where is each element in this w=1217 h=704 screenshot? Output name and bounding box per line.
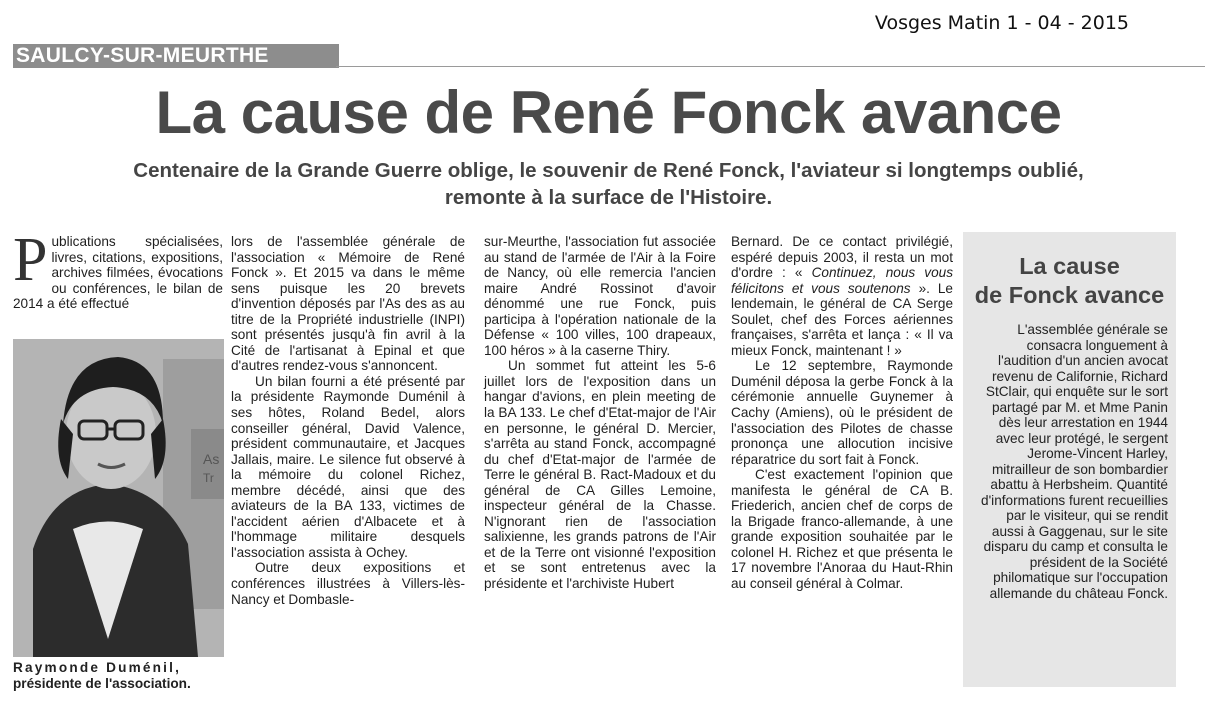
- col3-paragraph-2: Un sommet fut atteint les 5-6 juillet lors de l'exposition dans un hangar d'avions, en plein meeting de la BA 133. Le chef d'Etat-major de l'Air en personne, le général D. Mercier, s'arrêta au stand Fonck, accompagné du chef d'Etat-major de l'armée de Terre le général B. Ract-Madoux et du général de CA Gilles Lemoine, inspecteur général de la Chasse. N'ignorant rien de l'association salixienne, les grands patrons de l'Air et de la Terre ont visionné l'exposition et se sont entretenus avec la présidente et l'archiviste Hubert: [484, 358, 716, 592]
- column-1: [13, 226, 223, 312]
- col2-paragraph-1: lors de l'assemblée générale de l'association « Mémoire de René Fonck ». Et 2015 va dans le même sens puisque les 20 brevets d'invention déposés par l'As des as au titre de la Propriété industrielle (INPI) sont présentés jusqu'à fin avril à la Cité de l'artisanat à Epinal et que d'autres rendez-vous s'annoncent.: [231, 234, 465, 374]
- col1-paragraph-1: [13, 226, 223, 312]
- kicker-rule: [336, 66, 1205, 67]
- caption-role: présidente de l'association.: [13, 675, 191, 691]
- col4-p1-text-a: Bernard. De ce contact privilégié, espéré depuis 2003, il resta un mot d'ordre : «: [731, 234, 953, 281]
- headline: La cause de René Fonck avance: [155, 79, 1062, 146]
- col4-p1-text-b: ». Le lendemain, le général de CA Serge Soulet, chef des Forces aériennes françaises, s'arrêta et lança : « Il va mieux Fonck, maintenant ! »: [731, 280, 953, 358]
- col2-paragraph-2: Un bilan fourni a été présenté par la présidente Raymonde Duménil à ses hôtes, Roland Bedel, alors conseiller général, David Valence, président communautaire, et Jacques Jallais, maire. Le silence fut observé à la mémoire du colonel Richez, membre décédé, ainsi que des aviateurs de la BA 133, victimes de l'accident aérien d'Albacete et à l'hommage militaire desquels l'association assista à Ochey.: [231, 373, 465, 560]
- col4-paragraph-2: Le 12 septembre, Raymonde Duménil déposa la gerbe Fonck à la cérémonie annuelle Guynemer à Cachy (Amiens), où le président de l'association des Pilotes de chasse prononça une allocution incisive réparatrice du sort fait à Fonck.: [731, 358, 953, 467]
- col4-paragraph-3: C'est exactement l'opinion que manifesta le général de CA B. Friederich, ancien chef de corps de la Brigade franco-allemande, à une grande exposition souhaitée par le colonel H. Richez et que présenta le 17 novembre l'Anoraa du Haut-Rhin au conseil général à Colmar.: [731, 467, 953, 592]
- sidebar-title-line-1: La cause: [1019, 253, 1120, 279]
- sidebar-box: [963, 232, 1176, 687]
- col4-paragraph-1: [731, 234, 953, 358]
- sidebar-title: [963, 252, 1176, 310]
- portrait-illustration: [13, 339, 224, 657]
- background-sign-text-1: As: [203, 451, 220, 467]
- col2-paragraph-3: Outre deux expositions et conférences illustrées à Villers-lès-Nancy et Dombasle-: [231, 560, 465, 607]
- portrait-photo: [13, 339, 224, 657]
- caption-name: Raymonde Duménil,: [13, 660, 182, 675]
- col3-paragraph-1: sur-Meurthe, l'association fut associée au stand de l'armée de l'Air à la Foire de Nancy, où elle remercia l'ancien maire André Rossinot d'avoir dénommé une rue Fonck, puis participa à l'opération nationale de la Défense « 100 villes, 100 drapeaux, 100 héros » à la caserne Thiry.: [484, 234, 716, 358]
- sidebar-text: L'assemblée générale se consacra longuement à l'audition d'un ancien avocat revenu de Californie, Richard StClair, qui enquête sur le sort partagé par M. et Mme Panin dès leur arrestation en 1944 avec leur protégé, le sergent Jerome-Vincent Harley, mitrailleur de son bombardier abattu à Herbsheim. Quantité d'informations furent recueillies par le visiteur, qui se rendit aussi à Gaggenau, sur le site disparu du camp et consulta le président de la Société philomatique sur l'occupation allemande du château Fonck.: [981, 322, 1168, 601]
- subhead-line-1: Centenaire de la Grande Guerre oblige, le souvenir de René Fonck, l'aviateur si longtemps oublié,: [133, 159, 1084, 182]
- column-4: [731, 234, 953, 592]
- subhead: [60, 157, 1157, 211]
- source-date: Vosges Matin 1 - 04 - 2015: [874, 12, 1129, 34]
- kicker-location: SAULCY-SUR-MEURTHE: [13, 44, 339, 68]
- background-sign-text-2: Tr: [203, 471, 214, 485]
- col1-paragraph-1-text: ublications spécialisées, livres, citations, expositions, archives filmées, évocations ou conférences, le bilan de 2014 a été effectué: [13, 234, 223, 312]
- column-3: [484, 234, 716, 592]
- photo-caption: [13, 660, 233, 691]
- drop-cap: P: [13, 226, 48, 294]
- sidebar-title-line-2: de Fonck avance: [974, 282, 1165, 308]
- subhead-line-2: remonte à la surface de l'Histoire.: [444, 186, 773, 209]
- col4-p1-quote: Continuez, nous vous félicitons et vous soutenons: [731, 265, 954, 296]
- column-2: [231, 234, 465, 607]
